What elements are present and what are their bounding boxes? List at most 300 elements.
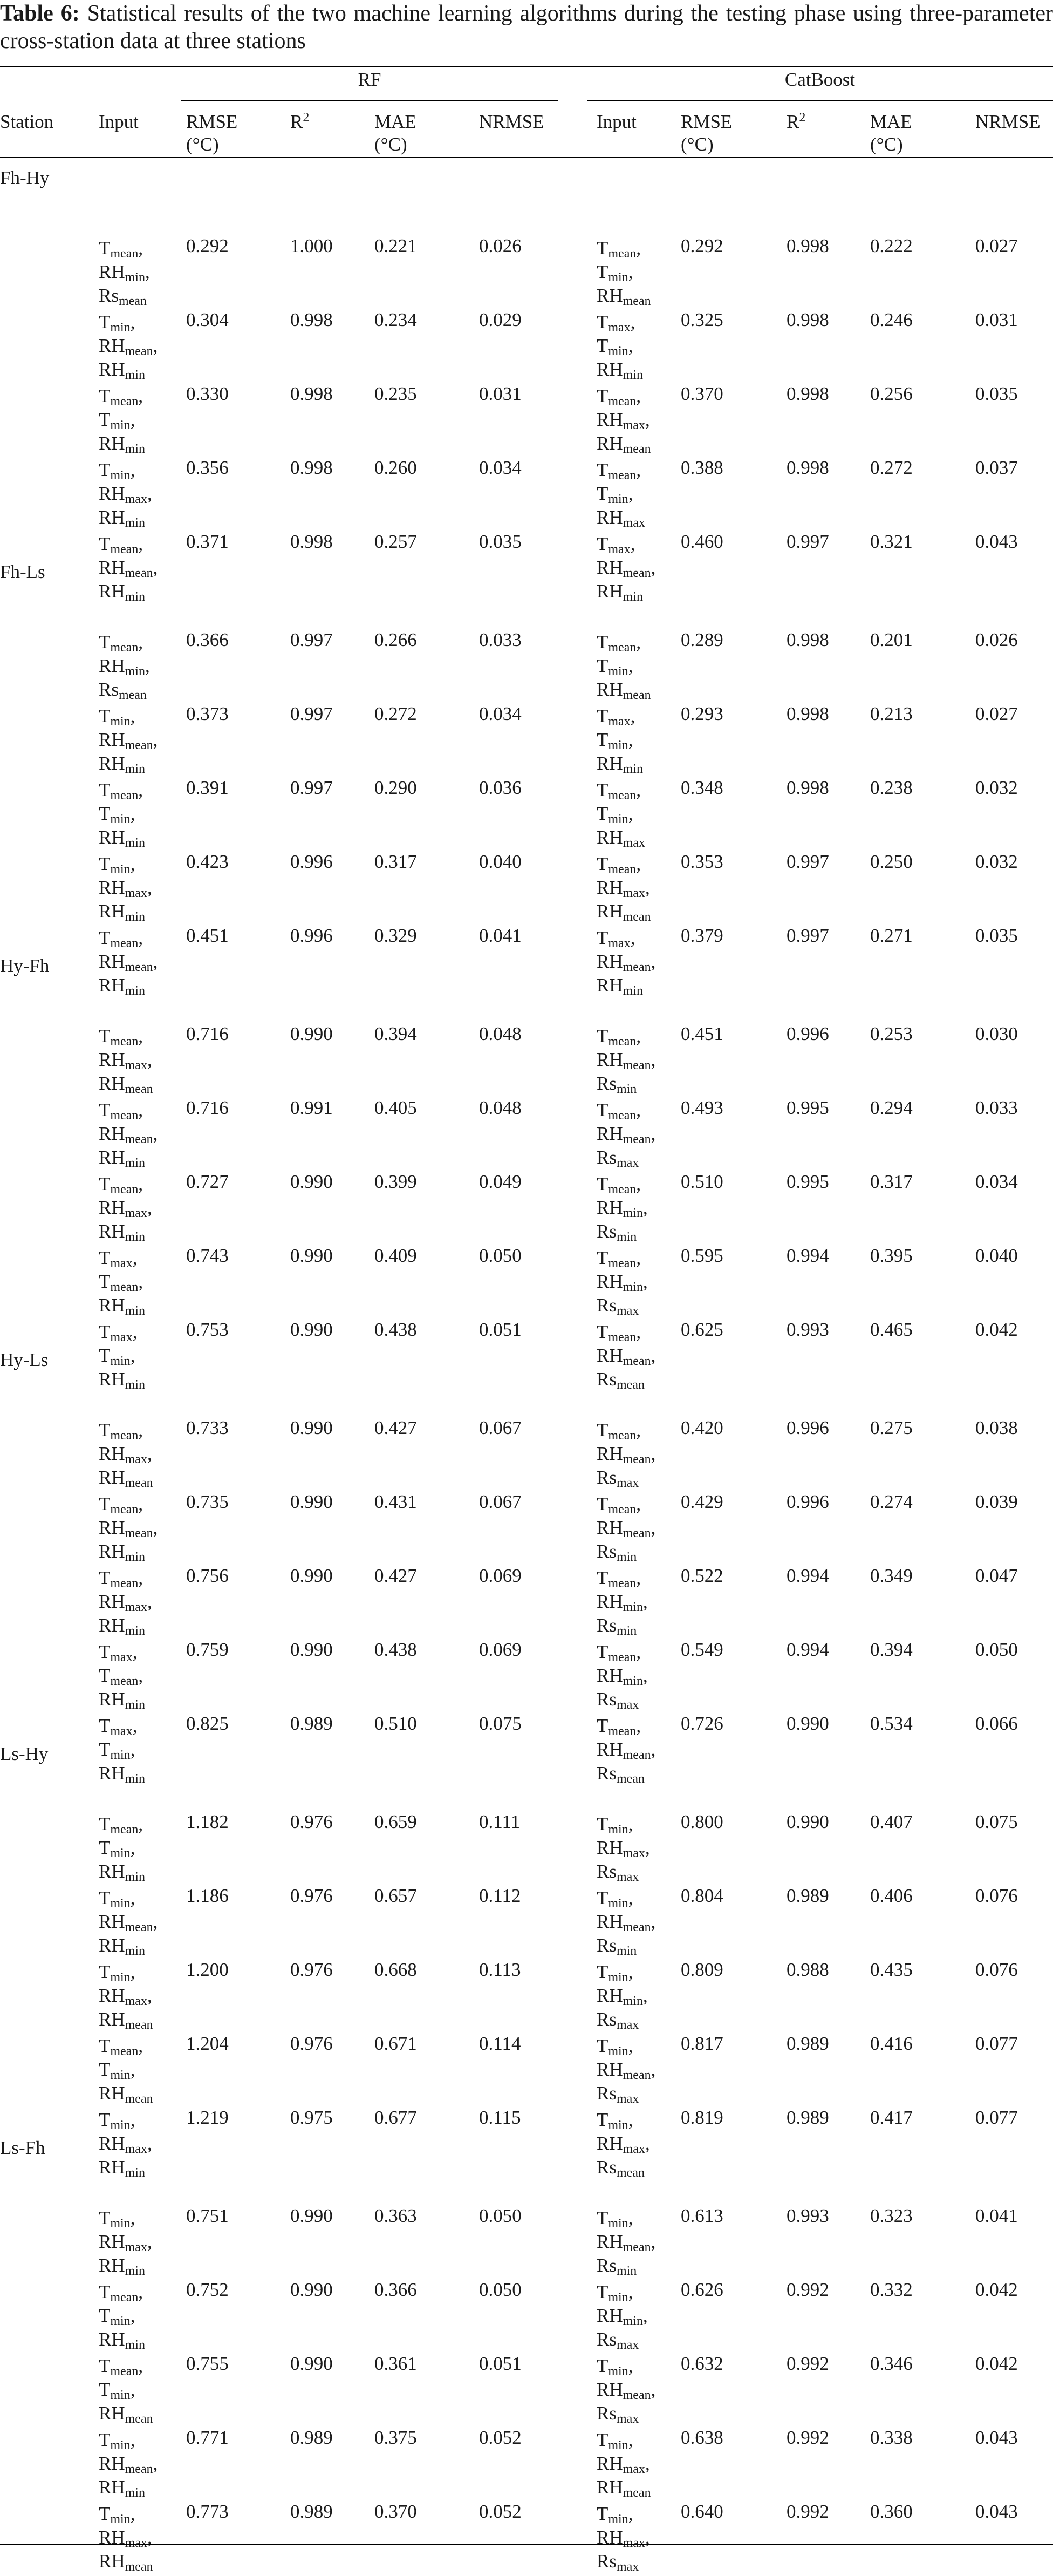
input-variable: $T_{mean}$, — [597, 853, 641, 876]
input-variable: $RH_{min}$ — [99, 507, 145, 530]
input-variable: $RH_{mean}$, — [597, 1049, 656, 1072]
rf-r2-cell: 0.991 — [290, 1097, 333, 1118]
catboost-nrmse-cell: 0.042 — [975, 1319, 1018, 1340]
input-variable: $RH_{min}$ — [99, 827, 145, 850]
input-variable: $T_{min}$, — [597, 2281, 633, 2305]
table-row — [0, 1640, 1053, 1714]
rf-nrmse-cell: 0.052 — [479, 2427, 522, 2448]
col-header-nrmse-rf: NRMSE — [479, 111, 544, 132]
input-variable: $Rs_{max}$ — [597, 1147, 639, 1170]
catboost-nrmse-cell: 0.043 — [975, 2427, 1018, 2448]
catboost-r2-cell: 0.996 — [787, 1491, 829, 1512]
input-variable: $RH_{mean}$, — [99, 1911, 158, 1934]
table-row — [0, 2206, 1053, 2280]
rf-mae-cell: 0.363 — [374, 2205, 417, 2226]
col-header-input-cb: Input — [597, 111, 637, 132]
rf-nrmse-cell: 0.069 — [479, 1639, 522, 1660]
rf-r2-cell: 0.990 — [290, 1023, 333, 1044]
rf-rmse-cell: 0.753 — [186, 1319, 229, 1340]
col-header-rmse-cb: RMSE — [681, 111, 733, 132]
catboost-input-cell — [597, 852, 651, 923]
rf-mae-cell: 0.266 — [374, 629, 417, 650]
input-variable: $RH_{mean}$, — [597, 1123, 656, 1146]
rf-rmse-cell: 0.773 — [186, 2501, 229, 2522]
input-variable: $Rs_{min}$ — [597, 1935, 637, 1958]
catboost-nrmse-cell: 0.030 — [975, 1023, 1018, 1044]
catboost-rmse-cell: 0.522 — [681, 1565, 723, 1586]
input-variable: $Rs_{max}$ — [597, 1689, 639, 1712]
rf-mae-cell: 0.427 — [374, 1565, 417, 1586]
input-variable: $RH_{mean}$, — [99, 951, 158, 974]
input-variable: $RH_{min}$ — [99, 1221, 145, 1244]
input-variable: $RH_{min}$ — [99, 975, 145, 998]
input-variable: $T_{mean}$, — [99, 1099, 143, 1123]
catboost-mae-cell: 0.346 — [870, 2353, 913, 2374]
rf-mae-cell: 0.427 — [374, 1417, 417, 1438]
rf-r2-cell: 0.990 — [290, 2279, 333, 2300]
table-row — [0, 1320, 1053, 1394]
input-variable: $RH_{mean}$, — [597, 951, 656, 974]
input-variable: $T_{min}$, — [597, 483, 633, 506]
input-variable: $RH_{min}$ — [597, 753, 643, 776]
input-variable: $T_{mean}$, — [99, 2281, 143, 2305]
catboost-nrmse-cell: 0.035 — [975, 383, 1018, 404]
input-variable: $T_{max}$, — [597, 533, 635, 556]
catboost-r2-cell: 0.989 — [787, 2107, 829, 2128]
catboost-input-cell — [597, 2428, 651, 2499]
input-variable: $T_{min}$, — [597, 335, 633, 358]
catboost-input-cell — [597, 1960, 648, 2031]
rf-input-cell — [99, 1492, 158, 1564]
table-row — [0, 2034, 1053, 2108]
input-variable: $T_{min}$, — [597, 655, 633, 678]
rf-rmse-cell: 0.716 — [186, 1097, 229, 1118]
catboost-nrmse-cell: 0.041 — [975, 2205, 1018, 2226]
rf-mae-cell: 0.257 — [374, 531, 417, 552]
input-variable: $T_{min}$, — [99, 1961, 135, 1984]
input-variable: $RH_{mean}$, — [99, 1517, 158, 1540]
rf-nrmse-cell: 0.115 — [479, 2107, 521, 2128]
catboost-input-cell — [597, 1812, 650, 1884]
rf-mae-cell: 0.366 — [374, 2279, 417, 2300]
input-variable: $RH_{mean}$ — [597, 433, 651, 456]
input-variable: $T_{max}$, — [99, 1715, 138, 1738]
input-variable: $T_{max}$, — [597, 705, 635, 729]
rf-rmse-cell: 0.733 — [186, 1417, 229, 1438]
table-row — [0, 1418, 1053, 1492]
catboost-input-cell — [597, 384, 651, 456]
catboost-nrmse-cell: 0.035 — [975, 925, 1018, 946]
input-variable: $RH_{min}$ — [99, 1295, 145, 1318]
catboost-nrmse-cell: 0.032 — [975, 851, 1018, 872]
input-variable: $RH_{mean}$ — [597, 2477, 651, 2500]
catboost-r2-cell: 0.998 — [787, 383, 829, 404]
input-variable: $RH_{min}$ — [597, 581, 643, 604]
input-variable: $RH_{mean}$, — [99, 2453, 158, 2476]
table-row — [0, 310, 1053, 384]
catboost-rmse-cell: 0.292 — [681, 235, 723, 256]
catboost-mae-cell: 0.275 — [870, 1417, 913, 1438]
input-variable: $T_{min}$, — [99, 409, 135, 432]
catboost-r2-cell: 0.989 — [787, 1885, 829, 1906]
input-variable: $T_{max}$, — [597, 927, 635, 950]
input-variable: $T_{min}$, — [597, 803, 633, 826]
rf-nrmse-cell: 0.112 — [479, 1885, 521, 1906]
catboost-mae-cell: 0.435 — [870, 1959, 913, 1980]
input-variable: $Rs_{min}$ — [597, 1221, 637, 1244]
rf-mae-cell: 0.394 — [374, 1023, 417, 1044]
catboost-mae-cell: 0.534 — [870, 1713, 913, 1734]
table-row — [0, 630, 1053, 704]
table-row — [0, 2108, 1053, 2182]
input-variable: $T_{min}$, — [597, 261, 633, 284]
rf-nrmse-cell: 0.029 — [479, 309, 522, 330]
table-row — [0, 458, 1053, 532]
table-row — [0, 1172, 1053, 1246]
input-variable: $Rs_{min}$ — [597, 1541, 637, 1564]
input-variable: $T_{mean}$, — [597, 631, 641, 655]
input-variable: $T_{min}$, — [597, 1961, 633, 1984]
table-row — [0, 704, 1053, 778]
catboost-nrmse-cell: 0.076 — [975, 1885, 1018, 1906]
rf-mae-cell: 0.659 — [374, 1811, 417, 1832]
catboost-input-cell — [597, 1320, 655, 1391]
catboost-nrmse-cell: 0.043 — [975, 2501, 1018, 2522]
catboost-nrmse-cell: 0.075 — [975, 1811, 1018, 1832]
catboost-mae-cell: 0.338 — [870, 2427, 913, 2448]
input-variable: $T_{mean}$, — [597, 779, 641, 803]
catboost-rmse-cell: 0.640 — [681, 2501, 723, 2522]
input-variable: $RH_{mean}$ — [99, 1467, 153, 1490]
catboost-mae-cell: 0.406 — [870, 1885, 913, 1906]
rf-input-cell — [99, 2280, 145, 2351]
rf-mae-cell: 0.399 — [374, 1171, 417, 1192]
input-variable: $T_{mean}$, — [99, 2355, 143, 2378]
input-variable: $T_{min}$, — [99, 2059, 135, 2082]
table-row — [0, 778, 1053, 852]
input-variable: $RH_{mean}$, — [597, 2379, 656, 2402]
rf-mae-cell: 0.657 — [374, 1885, 417, 1906]
catboost-r2-cell: 0.998 — [787, 457, 829, 478]
rf-nrmse-cell: 0.051 — [479, 2353, 522, 2374]
input-variable: $RH_{min}$ — [99, 2477, 145, 2500]
table-row — [0, 2428, 1053, 2502]
catboost-nrmse-cell: 0.037 — [975, 457, 1018, 478]
rf-nrmse-cell: 0.048 — [479, 1097, 522, 1118]
catboost-rmse-cell: 0.613 — [681, 2205, 723, 2226]
catboost-r2-cell: 0.994 — [787, 1639, 829, 1660]
input-variable: $RH_{max}$ — [597, 507, 645, 530]
catboost-input-cell — [597, 1640, 648, 1711]
rf-rmse-cell: 1.219 — [186, 2107, 229, 2128]
rf-input-cell — [99, 532, 158, 603]
input-variable: $T_{mean}$, — [99, 1567, 143, 1591]
input-variable: $Rs_{max}$ — [597, 1467, 639, 1490]
catboost-mae-cell: 0.332 — [870, 2279, 913, 2300]
input-variable: $RH_{min}$ — [99, 1861, 145, 1884]
catboost-nrmse-cell: 0.038 — [975, 1417, 1018, 1438]
input-variable: $T_{max}$, — [99, 1247, 138, 1270]
table-caption-text: Statistical results of the two machine learning algorithms during the testing phase using three-parameter cross-station data at three stations — [0, 1, 1053, 53]
catboost-input-cell — [597, 2034, 655, 2105]
catboost-mae-cell: 0.317 — [870, 1171, 913, 1192]
catboost-nrmse-cell: 0.047 — [975, 1565, 1018, 1586]
group-rule-rf — [181, 100, 558, 101]
catboost-nrmse-cell: 0.066 — [975, 1713, 1018, 1734]
table-row — [0, 1714, 1053, 1788]
input-variable: $RH_{mean}$, — [597, 2059, 656, 2082]
catboost-rmse-cell: 0.289 — [681, 629, 723, 650]
input-variable: $T_{mean}$, — [99, 927, 143, 950]
input-variable: $RH_{min}$, — [99, 655, 150, 678]
catboost-input-cell — [597, 2206, 655, 2278]
rf-r2-cell: 0.976 — [290, 1885, 333, 1906]
catboost-rmse-cell: 0.632 — [681, 2353, 723, 2374]
station-label: Fh-Ls — [0, 561, 45, 582]
catboost-input-cell — [597, 1024, 655, 1096]
input-variable: $RH_{max}$, — [597, 2133, 650, 2156]
input-variable: $T_{mean}$, — [99, 631, 143, 655]
catboost-rmse-cell: 0.348 — [681, 777, 723, 798]
table-row — [0, 1812, 1053, 1886]
input-variable: $RH_{max}$, — [597, 877, 650, 900]
rf-input-cell — [99, 1886, 158, 1958]
rf-mae-cell: 0.405 — [374, 1097, 417, 1118]
rf-input-cell — [99, 1418, 153, 1490]
catboost-nrmse-cell: 0.040 — [975, 1245, 1018, 1266]
rf-nrmse-cell: 0.035 — [479, 531, 522, 552]
table-row — [0, 926, 1053, 1000]
input-variable: $T_{min}$, — [99, 459, 135, 482]
catboost-nrmse-cell: 0.031 — [975, 309, 1018, 330]
input-variable: $RH_{mean}$, — [597, 2231, 656, 2254]
group-rule-catboost — [587, 100, 1053, 101]
rf-input-cell — [99, 1566, 152, 1637]
input-variable: $RH_{min}$ — [99, 1147, 145, 1170]
rf-input-cell — [99, 1246, 145, 1317]
input-variable: $T_{mean}$, — [99, 1813, 143, 1837]
catboost-rmse-cell: 0.420 — [681, 1417, 723, 1438]
input-variable: $RH_{max}$, — [99, 1049, 152, 1072]
rf-input-cell — [99, 1640, 145, 1711]
rf-r2-cell: 0.989 — [290, 2427, 333, 2448]
catboost-rmse-cell: 0.379 — [681, 925, 723, 946]
input-variable: $T_{min}$, — [99, 803, 135, 826]
input-variable: $RH_{mean}$, — [597, 1739, 656, 1762]
input-variable: $RH_{min}$, — [597, 1665, 648, 1688]
rf-r2-cell: 0.976 — [290, 2033, 333, 2054]
catboost-input-cell — [597, 926, 655, 997]
input-variable: $RH_{min}$ — [99, 901, 145, 924]
catboost-input-cell — [597, 1714, 655, 1785]
input-variable: $T_{min}$, — [99, 1837, 135, 1860]
input-variable: $T_{min}$, — [597, 1813, 633, 1837]
table-row — [0, 1098, 1053, 1172]
rf-r2-cell: 0.989 — [290, 1713, 333, 1734]
rf-rmse-cell: 0.371 — [186, 531, 229, 552]
table-row — [0, 852, 1053, 926]
rf-input-cell — [99, 384, 145, 456]
input-variable: $Rs_{min}$ — [597, 2255, 637, 2278]
input-variable: $Rs_{max}$ — [597, 1295, 639, 1318]
input-variable: $RH_{max}$, — [99, 1985, 152, 2008]
input-variable: $RH_{min}$ — [99, 581, 145, 604]
rf-r2-cell: 0.990 — [290, 1417, 333, 1438]
catboost-r2-cell: 0.998 — [787, 703, 829, 724]
input-variable: $T_{min}$, — [99, 705, 135, 729]
rf-rmse-cell: 0.716 — [186, 1023, 229, 1044]
input-variable: $T_{mean}$, — [597, 1173, 641, 1197]
input-variable: $T_{mean}$, — [99, 533, 143, 556]
rf-nrmse-cell: 0.051 — [479, 1319, 522, 1340]
input-variable: $T_{min}$, — [99, 2109, 135, 2132]
rf-input-cell — [99, 1024, 153, 1096]
rf-nrmse-cell: 0.034 — [479, 457, 522, 478]
rf-r2-cell: 0.997 — [290, 777, 333, 798]
rf-mae-cell: 0.510 — [374, 1713, 417, 1734]
input-variable: $T_{mean}$, — [597, 1025, 641, 1049]
input-variable: $T_{mean}$, — [99, 2035, 143, 2058]
rf-mae-cell: 0.431 — [374, 1491, 417, 1512]
input-variable: $T_{min}$, — [597, 2503, 633, 2526]
input-variable: $RH_{max}$, — [99, 1591, 152, 1614]
input-variable: $T_{mean}$, — [597, 237, 641, 261]
catboost-r2-cell: 0.997 — [787, 851, 829, 872]
catboost-mae-cell: 0.201 — [870, 629, 913, 650]
input-variable: $Rs_{max}$ — [597, 2403, 639, 2426]
catboost-rmse-cell: 0.370 — [681, 383, 723, 404]
catboost-rmse-cell: 0.638 — [681, 2427, 723, 2448]
rf-nrmse-cell: 0.026 — [479, 235, 522, 256]
input-variable: $RH_{min}$, — [597, 1985, 648, 2008]
input-variable: $T_{max}$, — [99, 1321, 138, 1344]
catboost-r2-cell: 0.995 — [787, 1171, 829, 1192]
input-variable: $RH_{mean}$ — [99, 2403, 153, 2426]
rf-rmse-cell: 0.451 — [186, 925, 229, 946]
station-label: Hy-Fh — [0, 955, 50, 976]
input-variable: $RH_{min}$, — [597, 1271, 648, 1294]
input-variable: $RH_{min}$, — [99, 261, 150, 284]
input-variable: $RH_{min}$ — [99, 1369, 145, 1392]
catboost-mae-cell: 0.395 — [870, 1245, 913, 1266]
input-variable: $RH_{min}$ — [99, 2329, 145, 2352]
catboost-nrmse-cell: 0.076 — [975, 1959, 1018, 1980]
input-variable: $RH_{min}$ — [99, 753, 145, 776]
catboost-mae-cell: 0.256 — [870, 383, 913, 404]
rf-r2-cell: 0.998 — [290, 531, 333, 552]
input-variable: $RH_{min}$ — [597, 975, 643, 998]
table-caption — [0, 0, 1053, 55]
table-row — [0, 1492, 1053, 1566]
input-variable: $RH_{mean}$ — [99, 1073, 153, 1096]
input-variable: $RH_{mean}$, — [597, 1911, 656, 1934]
rf-nrmse-cell: 0.033 — [479, 629, 522, 650]
input-variable: $RH_{min}$ — [99, 359, 145, 382]
catboost-input-cell — [597, 1492, 655, 1564]
input-variable: $RH_{max}$, — [99, 877, 152, 900]
input-variable: $RH_{min}$, — [597, 2305, 648, 2328]
rf-nrmse-cell: 0.031 — [479, 383, 522, 404]
table-row — [0, 236, 1053, 310]
catboost-rmse-cell: 0.510 — [681, 1171, 723, 1192]
catboost-r2-cell: 0.994 — [787, 1565, 829, 1586]
rf-rmse-cell: 0.825 — [186, 1713, 229, 1734]
input-variable: $Rs_{mean}$ — [597, 1763, 645, 1786]
catboost-nrmse-cell: 0.077 — [975, 2107, 1018, 2128]
catboost-r2-cell: 0.988 — [787, 1959, 829, 1980]
catboost-r2-cell: 0.992 — [787, 2353, 829, 2374]
table-row — [0, 1024, 1053, 1098]
rf-nrmse-cell: 0.040 — [479, 851, 522, 872]
input-variable: $Rs_{min}$ — [597, 1615, 637, 1638]
catboost-rmse-cell: 0.293 — [681, 703, 723, 724]
rf-mae-cell: 0.235 — [374, 383, 417, 404]
input-variable: $Rs_{max}$ — [597, 2551, 639, 2574]
input-variable: $T_{min}$, — [597, 2207, 633, 2231]
catboost-r2-cell: 0.998 — [787, 309, 829, 330]
catboost-mae-cell: 0.272 — [870, 457, 913, 478]
catboost-nrmse-cell: 0.033 — [975, 1097, 1018, 1118]
input-variable: $T_{max}$, — [597, 311, 635, 335]
catboost-input-cell — [597, 236, 651, 308]
input-variable: $T_{mean}$, — [597, 385, 641, 409]
catboost-r2-cell: 0.997 — [787, 531, 829, 552]
catboost-mae-cell: 0.465 — [870, 1319, 913, 1340]
catboost-nrmse-cell: 0.077 — [975, 2033, 1018, 2054]
input-variable: $Rs_{mean}$ — [99, 679, 147, 702]
catboost-mae-cell: 0.394 — [870, 1639, 913, 1660]
table-row — [0, 532, 1053, 606]
rf-input-cell — [99, 2428, 158, 2499]
catboost-mae-cell: 0.250 — [870, 851, 913, 872]
catboost-mae-cell: 0.323 — [870, 2205, 913, 2226]
catboost-input-cell — [597, 2108, 650, 2179]
catboost-mae-cell: 0.271 — [870, 925, 913, 946]
input-variable: $T_{mean}$, — [597, 1419, 641, 1443]
catboost-rmse-cell: 0.388 — [681, 457, 723, 478]
rf-input-cell — [99, 1812, 145, 1884]
input-variable: $Rs_{max}$ — [597, 1861, 639, 1884]
rf-r2-cell: 0.990 — [290, 1639, 333, 1660]
rf-nrmse-cell: 0.041 — [479, 925, 522, 946]
catboost-input-cell — [597, 1418, 655, 1490]
input-variable: $T_{mean}$, — [99, 1665, 143, 1688]
rf-rmse-cell: 0.751 — [186, 2205, 229, 2226]
rf-input-cell — [99, 2502, 153, 2573]
rf-r2-cell: 0.990 — [290, 2353, 333, 2374]
rf-nrmse-cell: 0.075 — [479, 1713, 522, 1734]
input-variable: $RH_{mean}$, — [597, 1517, 656, 1540]
input-variable: $RH_{max}$, — [99, 1443, 152, 1466]
table-top-rule — [0, 66, 1053, 67]
rf-mae-cell: 0.409 — [374, 1245, 417, 1266]
rf-rmse-cell: 0.743 — [186, 1245, 229, 1266]
input-variable: $RH_{max}$, — [99, 2231, 152, 2254]
catboost-input-cell — [597, 1172, 648, 1243]
input-variable: $T_{min}$, — [99, 1739, 135, 1762]
input-variable: $T_{min}$, — [99, 1887, 135, 1911]
rf-mae-cell: 0.329 — [374, 925, 417, 946]
rf-r2-cell: 0.990 — [290, 1491, 333, 1512]
input-variable: $RH_{min}$ — [99, 2157, 145, 2180]
rf-rmse-cell: 0.752 — [186, 2279, 229, 2300]
catboost-rmse-cell: 0.819 — [681, 2107, 723, 2128]
rf-nrmse-cell: 0.049 — [479, 1171, 522, 1192]
input-variable: $T_{min}$, — [99, 2503, 135, 2526]
catboost-rmse-cell: 0.809 — [681, 1959, 723, 1980]
rf-input-cell — [99, 704, 158, 776]
table-row — [0, 1960, 1053, 2034]
